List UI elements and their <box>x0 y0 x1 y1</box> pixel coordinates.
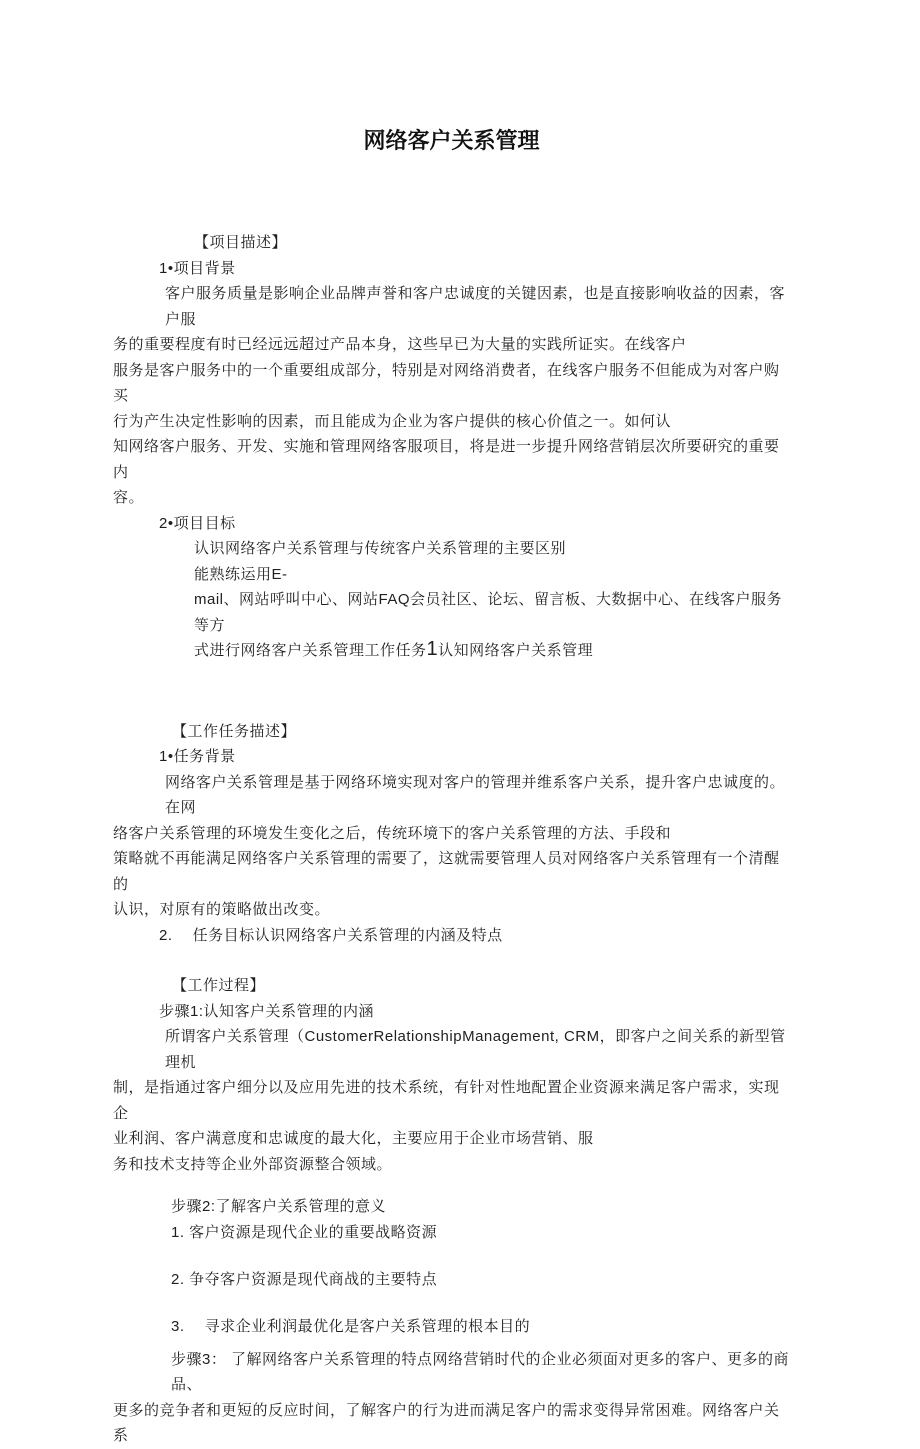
task-goal-line: 2. 任务目标认识网络客户关系管理的内涵及特点 <box>159 926 503 944</box>
doc-line: 容。 <box>113 489 145 506</box>
doc-line: 更多的竞争者和更短的反应时间，了解客户的行为进而满足客户的需求变得异常困难。网络客户关系 <box>113 1401 780 1444</box>
task-line-pre: 式进行网络客户关系管理工作任务 <box>194 642 427 659</box>
doc-line: 认识网络客户关系管理与传统客户关系管理的主要区别 <box>194 540 567 557</box>
step1-label: 步骤1:认知客户关系管理的内涵 <box>159 1002 375 1020</box>
doc-line: mail、网站呼叫中心、网站FAQ会员社区、论坛、留言板、大数据中心、在线客户服务等方 <box>194 591 783 634</box>
doc-line-task <box>113 638 790 664</box>
section-heading-work-process: 【工作过程】 <box>172 977 266 994</box>
doc-line: 服务是客户服务中的一个重要组成部分，特别是对网络消费者，在线客户服务不但能成为对客户购买 <box>113 361 780 404</box>
list-item: 2. 争夺客户资源是现代商战的主要特点 <box>171 1270 438 1288</box>
section-heading-project-desc: 【项目描述】 <box>194 234 288 251</box>
project-background-label: 1•项目背景 <box>159 259 236 277</box>
doc-line: 络客户关系管理的环境发生变化之后，传统环境下的客户关系管理的方法、手段和 <box>113 824 672 842</box>
step2-label: 步骤2:了解客户关系管理的意义 <box>171 1198 387 1215</box>
list-item: 3. 寻求企业利润最优化是客户关系管理的根本目的 <box>171 1317 531 1335</box>
step3-line: 步骤3： 了解网络客户关系管理的特点网络营销时代的企业必须面对更多的客户、更多的商品、 <box>171 1350 790 1393</box>
doc-line: 网络客户关系管理是基于网络环境实现对客户的管理并维系客户关系，提升客户忠诚度的。在网 <box>165 773 786 816</box>
task-number: 1 <box>426 638 439 660</box>
page-title: 网络客户关系管理 <box>363 128 540 153</box>
doc-line: 策略就不再能满足网络客户关系管理的需要了，这就需要管理人员对网络客户关系管理有一个清醒的 <box>113 850 780 893</box>
doc-line: 务的重要程度有时已经远远超过产品本身，这些早已为大量的实践所证实。在线客户 <box>113 336 687 353</box>
doc-line: 能熟练运用E- <box>194 565 288 583</box>
doc-line: 业利润、客户满意度和忠诚度的最大化，主要应用于企业市场营销、服 <box>113 1130 594 1147</box>
section-heading-work-task: 【工作任务描述】 <box>172 722 297 740</box>
doc-line: 客户服务质量是影响企业品牌声誉和客户忠诚度的关键因素，也是直接影响收益的因素，客户服 <box>165 285 786 328</box>
doc-line: 行为产生决定性影响的因素，而且能成为企业为客户提供的核心价值之一。如何认 <box>113 412 672 430</box>
doc-line: 制，是指通过客户细分以及应用先进的技术系统，有针对性地配置企业资源来满足客户需求，实现企 <box>113 1079 780 1122</box>
project-goal-label: 2•项目目标 <box>159 514 236 532</box>
task-background-label: 1•任务背景 <box>159 748 236 765</box>
doc-line: 知网络客户服务、开发、实施和管理网络客服项目，将是进一步提升网络营销层次所要研究的重要内 <box>113 438 780 481</box>
list-item: 1. 客户资源是现代企业的重要战略资源 <box>171 1223 438 1241</box>
task-line-post: 认知网络客户关系管理 <box>438 642 594 659</box>
doc-line: 所谓客户关系管理（CustomerRelationshipManagement, CRM，即客户之间关系的新型管理机 <box>165 1028 786 1071</box>
doc-line: 务和技术支持等企业外部资源整合领域。 <box>113 1155 393 1173</box>
doc-line: 认识，对原有的策略做出改变。 <box>113 901 331 918</box>
